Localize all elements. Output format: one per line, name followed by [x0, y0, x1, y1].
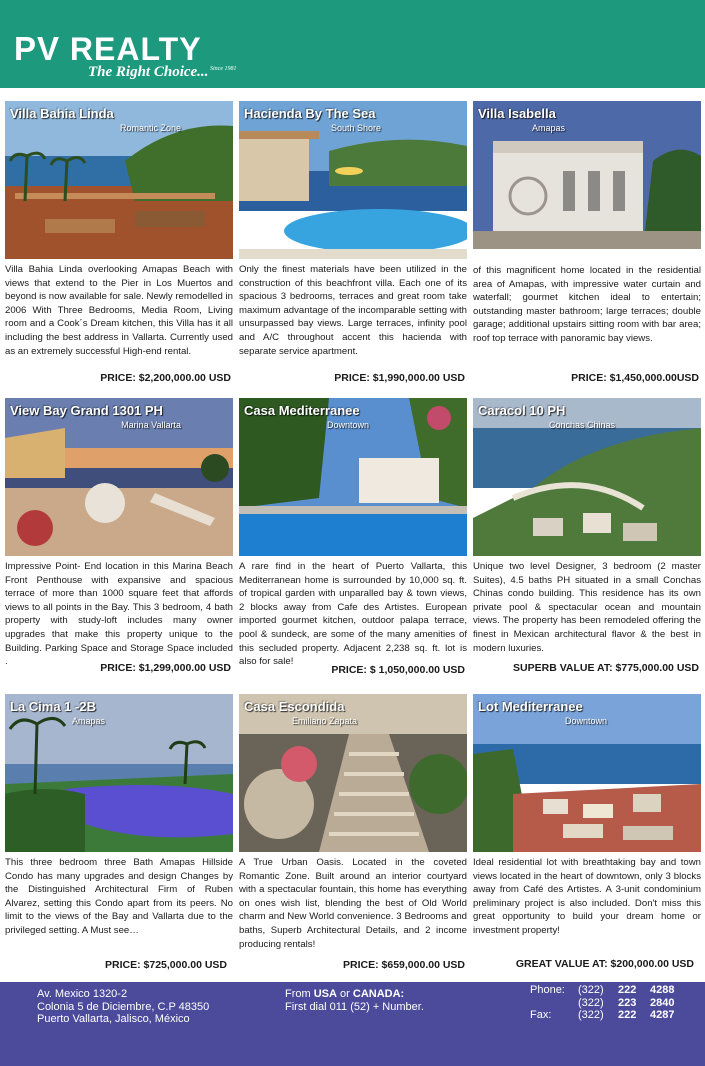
listing-description: Impressive Point- End location in this Marina Beach Front Penthouse with expansive and spacious terrace of more than 1000 square feet that affords views to all points in the Bay. This 3 bedroom, 4 bath property with study-loft includes many owner upgrades that make this property unique to the Building. Parking Space and Storage Space included . — [5, 561, 233, 668]
fax-suffix: 4287 — [650, 1009, 675, 1021]
listing-title: Villa Bahia Linda — [10, 106, 114, 121]
phone-row — [530, 984, 674, 997]
phone-prefix: 222 — [618, 984, 637, 996]
listing-zone: Romantic Zone — [119, 123, 181, 133]
listing-price: PRICE: $1,990,000.00 USD — [334, 372, 465, 384]
listing-price: PRICE: $725,000.00 USD — [105, 959, 227, 971]
listing-title: Villa Isabella — [478, 106, 556, 121]
listing-zone: Downtown — [564, 716, 607, 726]
phone-prefix: 223 — [618, 996, 637, 1009]
dial-instructions: First dial 011 (52) + Number. — [285, 1000, 424, 1013]
listing-description: Villa Bahia Linda overlooking Amapas Beach with views that extend to the Pier in Los Muertos and beyond is now available for sale. Newly remodelled in 2006 With Three Bedrooms, Media Room, Living room and a Cook´s Dream kitchen, this Villa has it all including the best address in Vallarta. Currently used as an extremely successful High-end rental. — [5, 264, 233, 357]
listing-description: This three bedroom three Bath Amapas Hillside Condo has many upgrades and design Changes by the Distinguished Architectural Firm of Ruben Alvarez, setting this Condo apart from its peers. No limit to the views of the Bay and Vallarta due to the privileged setting. A Must see… — [5, 857, 233, 936]
listing-zone: Downtown — [326, 420, 369, 430]
listing-description: A rare find in the heart of Puerto Vallarta, this Mediterranean home is surrounded by 10,000 sq. ft. of tropical garden with unparalled bay & town views, 2 blocks away from Cafe des Artistes. European imported gourmet kitchen, outdoor palapa terrace, pool & sundeck, are some of the many amenities of this secluded property. Adjacent 2,238 sq. ft. lot is also for sale! — [239, 561, 467, 668]
listing-title: Caracol 10 PH — [478, 403, 566, 418]
listing-description: Only the finest materials have been utilized in the construction of this beachfront villa. Each one of its spacious 3 bedrooms, terraces and great room take maximum advantage of the incomparable setting with unsurpassed bay views. Large terraces, infinity pool and A/C throughout accent this hacienda with separate service apartment. — [239, 264, 467, 357]
listing-description: A True Urban Oasis. Located in the coveted Romantic Zone. Built around an interior courtyard with a spectacular fountain, this home has everything on ones wish list, blending the best of Old World charm and New World convenience. 3 Bedrooms and baths, Superb Architectural Details, and 2 income producing rentals! — [239, 857, 467, 950]
brand-tagline: The Right Choice... — [88, 64, 209, 80]
dialing-info — [285, 988, 424, 1013]
brand-logo — [14, 32, 202, 65]
brand-since: Since 1981 — [210, 66, 237, 72]
dial-from-prefix: From — [285, 988, 314, 1000]
fax-prefix: 222 — [618, 1009, 637, 1021]
listing-title: Casa Escondida — [244, 699, 345, 714]
area-code: (322) — [578, 984, 604, 996]
listing-zone: South Shore — [330, 123, 381, 133]
listing-title: Casa Mediterranee — [244, 403, 360, 418]
listing-zone: Marina Vallarta — [121, 420, 181, 430]
listing-description: of this magnificent home located in the residential area of Amapas, with impressive water curtain and waterfall; gourmet kitchen ideal to entertain; outstanding master bathroom; large terraces; double garage; additional upstairs sitting room with bar area; roof top terrace with panoramic bay views. — [473, 265, 701, 344]
listing-price: PRICE: $1,299,000.00 USD — [100, 662, 231, 674]
listing-price: PRICE: $659,000.00 USD — [343, 959, 465, 971]
listing-title: View Bay Grand 1301 PH — [10, 403, 163, 418]
header-banner — [0, 0, 705, 88]
listing-zone: Emiliano Zapata — [291, 716, 357, 726]
listing-photo — [5, 694, 233, 852]
brand-realty: REALTY — [69, 31, 202, 67]
listing-price: PRICE: $2,200,000.00 USD — [100, 372, 231, 384]
listing-price: PRICE: $1,450,000.00USD — [571, 372, 699, 384]
phone-row — [530, 997, 674, 1010]
listing-price: GREAT VALUE AT: $200,000.00 USD — [515, 958, 694, 970]
listing-description: Ideal residential lot with breathtaking bay and town views located in the heart of downtown, only 3 blocks away from Café des Artistes. A 3-unit condominium preliminary project is also included. Don't miss this great opportunity to build your dream home or investment property! — [473, 857, 701, 936]
area-code: (322) — [578, 1009, 604, 1021]
dial-canada: CANADA: — [352, 988, 405, 1000]
listing-description: Unique two level Designer, 3 bedroom (2 master Suites), 4.5 baths PH situated in a small Conchas Chinas condo building. This residence has its own private pool & spectacular ocean and mountain views. The property has been remodeled offering the finest in Mexican architectural flavor & the best in modern luxuries. — [473, 561, 701, 654]
listing-title: Hacienda By The Sea — [244, 106, 376, 121]
dial-or: or — [336, 988, 353, 1000]
phone-fax-block — [530, 984, 674, 1022]
listing-price: PRICE: $ 1,050,000.00 USD — [331, 664, 465, 676]
area-code: (322) — [578, 996, 604, 1009]
listing-title: La Cima 1 -2B — [10, 699, 96, 714]
footer-contact — [0, 982, 705, 1066]
listing-zone: Amapas — [71, 716, 105, 726]
listing-photo — [473, 101, 701, 259]
dial-usa: USA — [313, 988, 337, 1000]
listing-photo — [5, 398, 233, 556]
listing-price: SUPERB VALUE AT: $775,000.00 USD — [513, 662, 699, 674]
listing-title: Lot Mediterranee — [478, 699, 583, 714]
phone-label: Phone: — [530, 984, 565, 996]
fax-row — [530, 1009, 674, 1022]
fax-label: Fax: — [530, 1009, 552, 1021]
listing-zone: Amapas — [531, 123, 565, 133]
brand-pv: PV — [14, 30, 61, 67]
phone-suffix: 2840 — [650, 996, 675, 1009]
address-line: Av. Mexico 1320-2 — [37, 988, 128, 1000]
listing-zone: Conchas Chinas — [548, 420, 615, 430]
address-line: Puerto Vallarta, Jalisco, México — [37, 1013, 190, 1025]
office-address — [37, 988, 209, 1026]
phone-suffix: 4288 — [650, 984, 675, 996]
address-line: Colonia 5 de Diciembre, C.P 48350 — [37, 1000, 210, 1013]
